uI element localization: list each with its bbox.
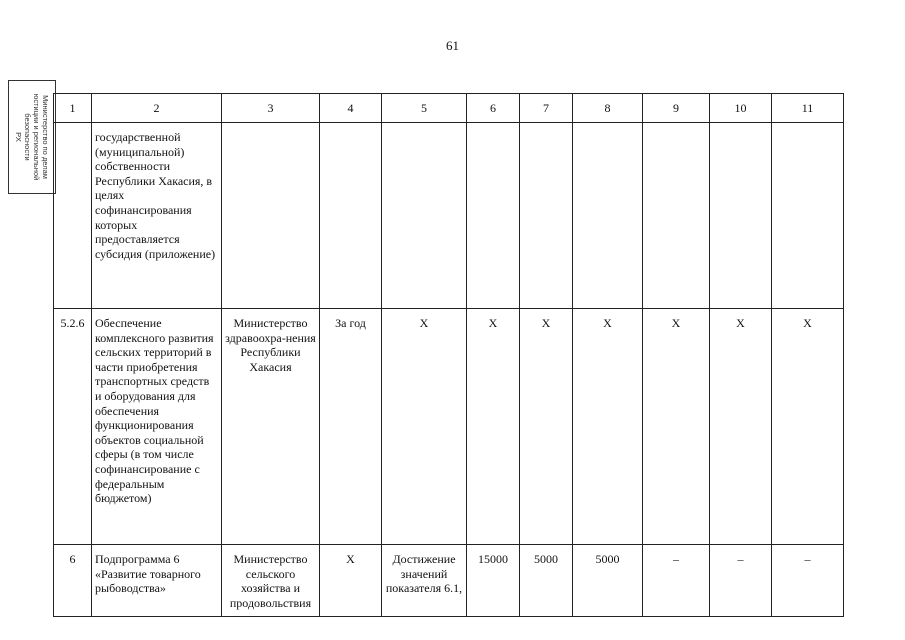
column-header: 9 [643, 94, 710, 123]
column-header: 3 [222, 94, 320, 123]
table-cell: Министерство сельского хозяйства и продовольствия [222, 545, 320, 617]
table-cell: Достижение значений показателя 6.1, [382, 545, 467, 617]
table-cell [520, 123, 573, 309]
table-cell [320, 123, 382, 309]
table-cell: – [710, 545, 772, 617]
table-cell: Х [382, 309, 467, 545]
table-row [54, 545, 844, 617]
table-cell: 5000 [573, 545, 643, 617]
table-cell: Х [710, 309, 772, 545]
column-header: 10 [710, 94, 772, 123]
header-row [54, 94, 844, 123]
column-header: 1 [54, 94, 92, 123]
table-cell: За год [320, 309, 382, 545]
table-cell [382, 123, 467, 309]
table-cell: 5.2.6 [54, 309, 92, 545]
column-header: 2 [92, 94, 222, 123]
program-table [53, 93, 844, 617]
table-cell: Министерство здравоохра-нения Республики Хакасия [222, 309, 320, 545]
table-cell: Х [320, 545, 382, 617]
table-cell: – [643, 545, 710, 617]
table-cell: Х [573, 309, 643, 545]
table-cell [772, 123, 844, 309]
table-cell: Подпрограмма 6 «Развитие товарного рыбоводства» [92, 545, 222, 617]
page-number: 61 [446, 38, 459, 53]
table-cell [54, 123, 92, 309]
stamp-line: юстиции и региональной [32, 93, 41, 181]
table-cell [222, 123, 320, 309]
column-header: 5 [382, 94, 467, 123]
column-header: 8 [573, 94, 643, 123]
table-cell: государственной (муниципальной) собственности Республики Хакасия, в целях софинансирования которых предоставляется субсидия (приложение) [92, 123, 222, 309]
table-cell [710, 123, 772, 309]
table-cell: Х [520, 309, 573, 545]
table-row [54, 123, 844, 309]
table-cell [573, 123, 643, 309]
stamp-line: Министерство по делам [41, 95, 50, 179]
table-cell [643, 123, 710, 309]
table-cell: Х [772, 309, 844, 545]
column-header: 6 [467, 94, 520, 123]
ministry-stamp [8, 80, 56, 194]
stamp-text [14, 82, 50, 192]
column-header: 4 [320, 94, 382, 123]
table-cell: Обеспечение комплексного развития сельских территорий в части приобретения транспортных средств и оборудования для обеспечения функционирования объектов социальной сферы (в том числе софинансирование с федеральным бюджетом) [92, 309, 222, 545]
stamp-line: РХ [14, 132, 23, 142]
table-cell: 5000 [520, 545, 573, 617]
table-cell: 6 [54, 545, 92, 617]
column-header: 11 [772, 94, 844, 123]
table-cell: Х [467, 309, 520, 545]
table-cell [467, 123, 520, 309]
table-cell: 15000 [467, 545, 520, 617]
table-cell: Х [643, 309, 710, 545]
column-header: 7 [520, 94, 573, 123]
table-cell: – [772, 545, 844, 617]
table-row [54, 309, 844, 545]
stamp-line: безопасности [23, 113, 32, 161]
